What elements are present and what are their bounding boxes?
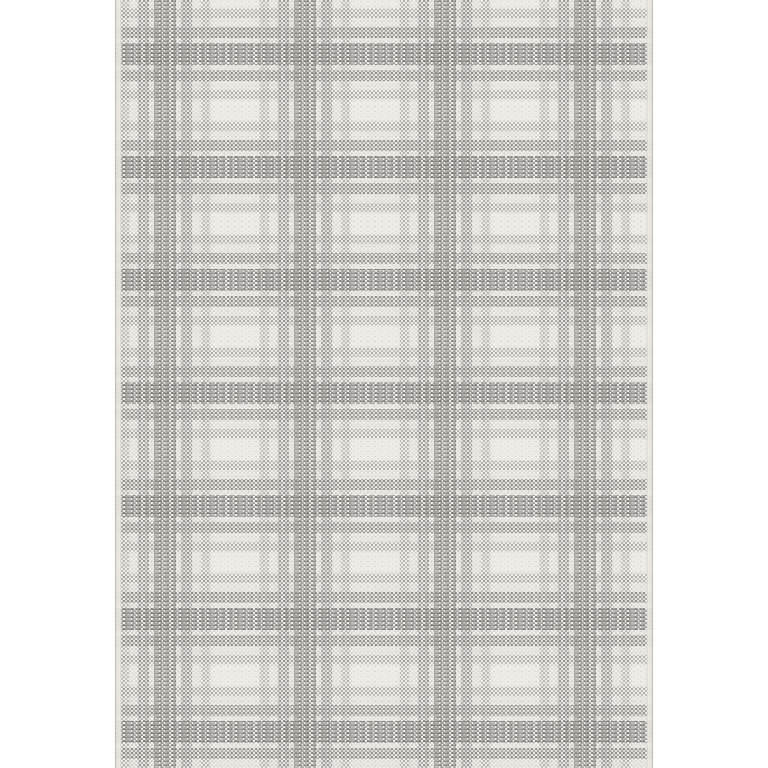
rug-plaid-graphic — [115, 0, 653, 768]
rug-image — [115, 0, 653, 768]
